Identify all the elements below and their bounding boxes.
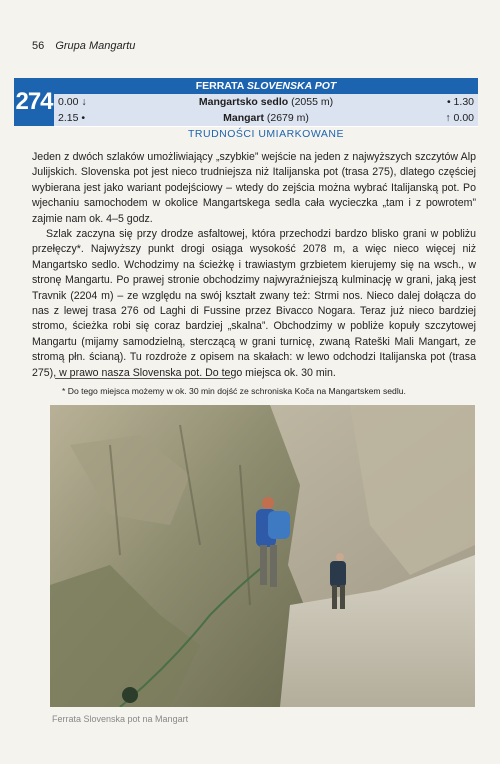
route-place <box>54 110 478 126</box>
footnote: * Do tego miejsca możemy w ok. 30 min dojść ze schroniska Koča na Mangartskem sedlu. <box>62 386 406 396</box>
section-title: Grupa Mangartu <box>55 40 136 52</box>
footnote-divider <box>55 378 231 379</box>
paragraph: Szlak zaczyna się przy drodze asfaltowej, która przechodzi bardzo blisko grani w pobliżu przełęczy*. Najwyższy punkt drogi osiąga wysokość 2078 m, a więc nieco więcej niż Mangartsko sedlo. Wchodzimy na ścieżkę i trawiastym grzbietem kierujemy się na wsch., w stronę Mangartu. Po prawej stronie obchodzimy najwyraźniejszą kulminację w grani, jaką jest Travnik (2204 m) – ze względu na swój kształt zwany też: Strmi nos. Nieco dalej dołącza do nas z lewej trasa 276 od Laghi di Fussine przez Bivacco Nogara. Teraz już nieco bardziej stromo, ścieżka robi się coraz bardziej „skalna”. Obchodzimy w pobliże kopuły szczytowej Mangartu (mijamy samodzielną, sterczącą w grani turnicę, zwaną Rateški Mali Mangart, ze stromą płn. ścianą). Tu rozdroże z opisem na skałach: w lewo odchodzi Italijanska pot (trasa 275), w prawo nasza Slovenska pot. Do tego miejsca ok. 30 min. <box>32 228 476 379</box>
climbing-photo <box>50 405 475 707</box>
route-time-left: 0.00 ↓ <box>58 96 87 108</box>
route-row-end <box>54 110 478 127</box>
difficulty-label: TRUDNOŚCI UMIARKOWANE <box>188 128 344 140</box>
photo-caption: Ferrata Slovenska pot na Mangart <box>52 714 189 724</box>
paragraph: Jeden z dwóch szlaków umożliwiający „szybkie” wejście na jeden z najwyższych szczytów Alp Julijskich. Slovenska pot jest nieco trudniejsza niż Italijanska pot (trasa 275), dlatego częściej wybierana jest jako wariant podejściowy – wtedy do zejścia można wybrać Italijanską pot. Po wjechaniu samochodem w okolice Mangartskega sedla cała wycieczka „tam i z powrotem” zajmie nam ok. 4–5 godz. <box>32 151 476 225</box>
page-header <box>32 40 135 52</box>
route-row-start <box>54 94 478 111</box>
route-time-right: • 1.30 <box>446 96 474 108</box>
route-place-name: Mangartsko sedlo <box>198 96 289 108</box>
route-title <box>54 78 478 94</box>
route-time-right: ↑ 0.00 <box>445 112 474 124</box>
route-title-name: SLOVENSKA POT <box>246 80 337 92</box>
route-place <box>54 94 478 110</box>
route-time-left: 2.15 • <box>58 112 86 124</box>
route-description <box>32 150 476 381</box>
route-place-alt: (2055 m) <box>291 96 334 108</box>
route-place-alt: (2679 m) <box>266 112 309 124</box>
route-place-name: Mangart <box>223 112 264 124</box>
route-number: 274 <box>14 78 54 126</box>
route-title-prefix: FERRATA <box>195 80 244 92</box>
page-number: 56 <box>32 40 45 52</box>
